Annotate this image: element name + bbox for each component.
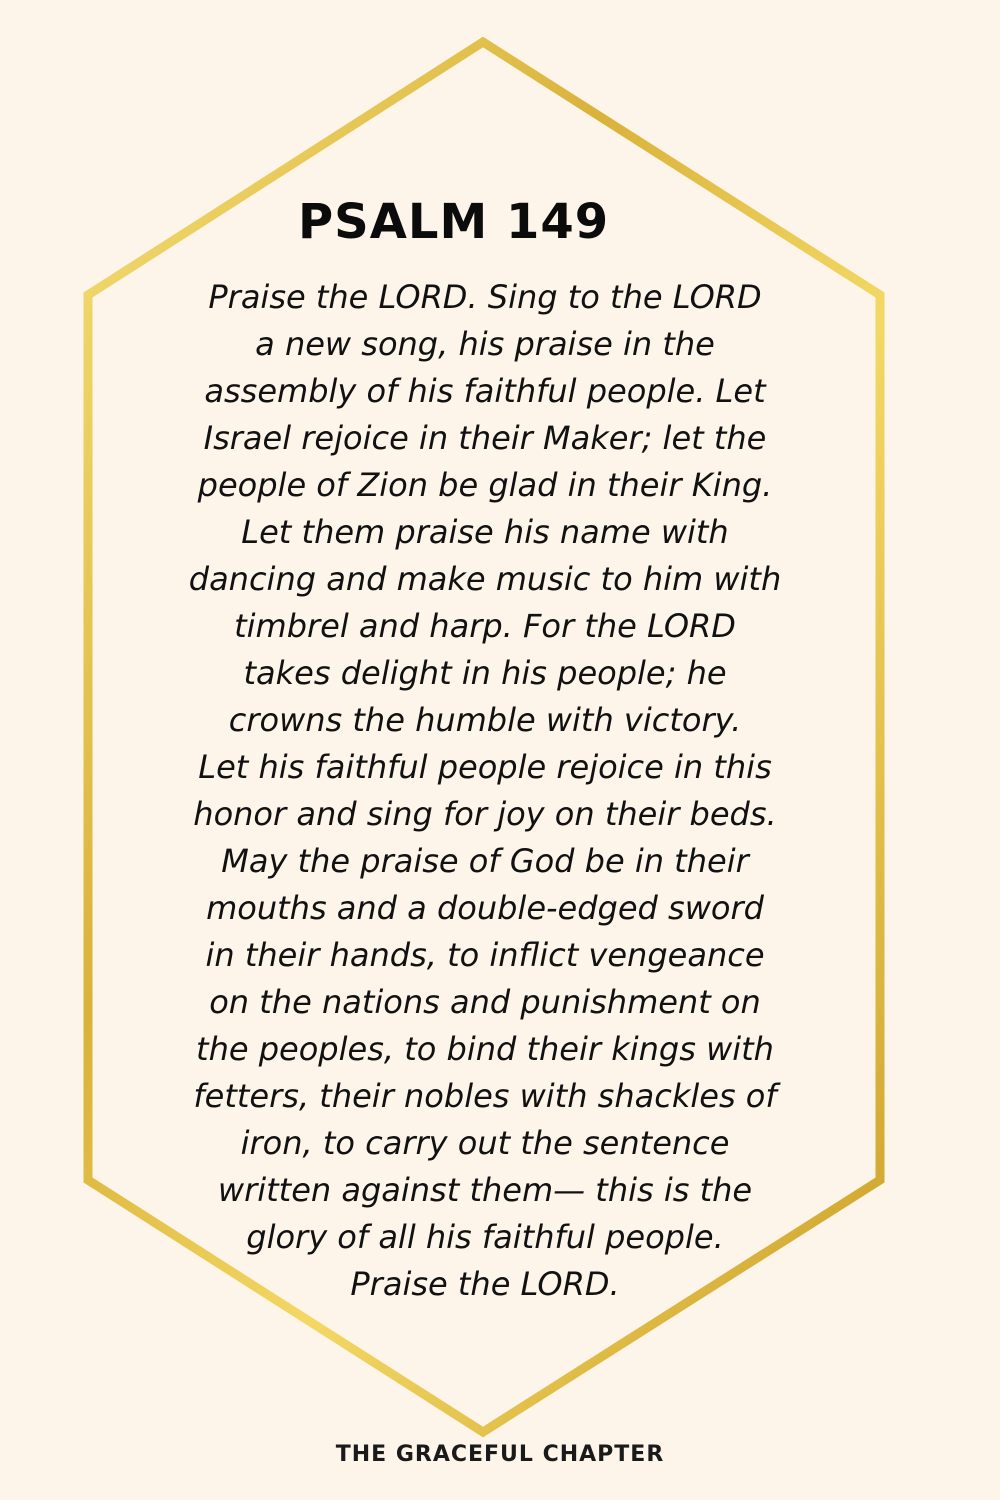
verse-line: dancing and make music to him with [188, 560, 782, 598]
verse-line: assembly of his faithful people. Let [204, 372, 766, 410]
verse-line: Praise the LORD. Sing to the LORD [208, 278, 762, 316]
verse-line: written against them— this is the [217, 1171, 753, 1209]
verse-line: in their hands, to inflict vengeance [205, 936, 765, 974]
verse-line: the peoples, to bind their kings with [196, 1030, 774, 1068]
verse-line: people of Zion be glad in their King. [197, 466, 773, 504]
verse-line: Praise the LORD. [350, 1265, 620, 1303]
verse-line: iron, to carry out the sentence [240, 1124, 730, 1162]
verse-line: mouths and a double-edged sword [206, 889, 764, 927]
psalm-text [120, 274, 850, 1308]
verse-line: a new song, his praise in the [255, 325, 715, 363]
verse-line: takes delight in his people; he [243, 654, 727, 692]
verse-line: glory of all his faithful people. [246, 1218, 724, 1256]
verse-line: Let his faithful people rejoice in this [198, 748, 772, 786]
verse-line: fetters, their nobles with shackles of [193, 1077, 777, 1115]
verse-line: honor and sing for joy on their beds. [193, 795, 777, 833]
verse-line: Israel rejoice in their Maker; let the [203, 419, 767, 457]
verse-line: on the nations and punishment on [209, 983, 761, 1021]
verse-line: crowns the humble with victory. [228, 701, 742, 739]
page-title: PSALM 149 [298, 194, 610, 250]
verse-line: timbrel and harp. For the LORD [234, 607, 736, 645]
verse-line: Let them praise his name with [241, 513, 729, 551]
site-credit: THE GRACEFUL CHAPTER [335, 1442, 665, 1467]
verse-line: May the praise of God be in their [221, 842, 749, 880]
